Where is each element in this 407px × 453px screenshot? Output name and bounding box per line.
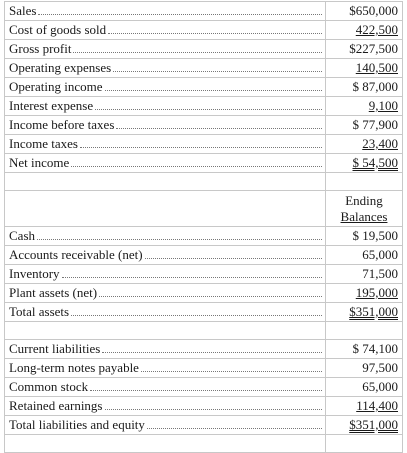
leader-dots xyxy=(62,276,322,278)
row-value-total-liabilities-equity: $351,000 xyxy=(349,417,398,432)
spacer-row xyxy=(5,173,403,191)
row-label-plant-assets: Plant assets (net) xyxy=(9,285,98,300)
leader-dots xyxy=(38,13,322,15)
table-row xyxy=(5,21,403,40)
row-value-operating-income: $ 87,000 xyxy=(326,78,403,97)
row-value-cash: $ 19,500 xyxy=(326,227,403,246)
row-label-current-liabilities: Current liabilities xyxy=(9,341,101,356)
row-value-income-taxes: 23,400 xyxy=(362,136,398,151)
leader-dots xyxy=(71,314,322,316)
row-value-gross-profit: $227,500 xyxy=(326,40,403,59)
leader-dots xyxy=(145,257,322,259)
row-label-retained-earnings: Retained earnings xyxy=(9,398,103,413)
leader-dots xyxy=(99,295,322,297)
row-value-plant-assets: 195,000 xyxy=(355,285,398,300)
leader-dots xyxy=(105,408,323,410)
table-row xyxy=(5,78,403,97)
table-row xyxy=(5,340,403,359)
header-balances: Balances xyxy=(340,209,388,224)
row-label-total-assets: Total assets xyxy=(9,304,70,319)
leader-dots xyxy=(108,32,322,34)
row-value-current-liabilities: $ 74,100 xyxy=(326,340,403,359)
row-value-accounts-receivable: 65,000 xyxy=(326,246,403,265)
leader-dots xyxy=(80,146,322,148)
spacer-row xyxy=(5,435,403,453)
row-value-total-assets: $351,000 xyxy=(349,304,398,319)
leader-dots xyxy=(90,389,322,391)
row-value-common-stock: 65,000 xyxy=(326,378,403,397)
leader-dots xyxy=(73,51,322,53)
row-label-common-stock: Common stock xyxy=(9,379,89,394)
balances-header-row xyxy=(5,191,403,227)
row-label-long-term-notes: Long-term notes payable xyxy=(9,360,139,375)
row-label-accounts-receivable: Accounts receivable (net) xyxy=(9,247,143,262)
table-row xyxy=(5,154,403,173)
table-row xyxy=(5,284,403,303)
row-value-inventory: 71,500 xyxy=(326,265,403,284)
row-value-interest-expense: 9,100 xyxy=(368,98,398,113)
row-value-long-term-notes: 97,500 xyxy=(326,359,403,378)
table-row xyxy=(5,135,403,154)
table-row xyxy=(5,246,403,265)
spacer-row xyxy=(5,322,403,340)
row-label-operating-income: Operating income xyxy=(9,79,103,94)
leader-dots xyxy=(37,238,322,240)
row-label-cash: Cash xyxy=(9,228,35,243)
table-row xyxy=(5,97,403,116)
row-label-operating-expenses: Operating expenses xyxy=(9,60,112,75)
row-label-cost-of-goods-sold: Cost of goods sold xyxy=(9,22,107,37)
leader-dots xyxy=(113,70,322,72)
row-value-net-income: $ 54,500 xyxy=(352,155,398,170)
header-ending: Ending xyxy=(345,193,383,208)
row-value-cost-of-goods-sold: 422,500 xyxy=(355,22,398,37)
financial-table xyxy=(4,1,403,453)
leader-dots xyxy=(141,370,322,372)
table-row xyxy=(5,378,403,397)
leader-dots xyxy=(102,351,322,353)
table-row xyxy=(5,227,403,246)
row-value-retained-earnings: 114,400 xyxy=(356,398,398,413)
leader-dots xyxy=(95,108,322,110)
table-row xyxy=(5,303,403,322)
table-row xyxy=(5,40,403,59)
leader-dots xyxy=(71,165,322,167)
table-row xyxy=(5,416,403,435)
table-row xyxy=(5,397,403,416)
row-value-sales: $650,000 xyxy=(326,2,403,21)
row-label-gross-profit: Gross profit xyxy=(9,41,72,56)
table-row xyxy=(5,59,403,78)
row-label-income-before-taxes: Income before taxes xyxy=(9,117,115,132)
leader-dots xyxy=(105,89,323,91)
leader-dots xyxy=(116,127,322,129)
table-row xyxy=(5,2,403,21)
leader-dots xyxy=(147,427,322,429)
financial-data-sheet xyxy=(4,1,402,453)
row-value-income-before-taxes: $ 77,900 xyxy=(326,116,403,135)
row-value-operating-expenses: 140,500 xyxy=(355,60,398,75)
table-row xyxy=(5,116,403,135)
table-row xyxy=(5,265,403,284)
row-label-total-liabilities-equity: Total liabilities and equity xyxy=(9,417,145,432)
row-label-inventory: Inventory xyxy=(9,266,60,281)
table-row xyxy=(5,359,403,378)
row-label-net-income: Net income xyxy=(9,155,70,170)
row-label-interest-expense: Interest expense xyxy=(9,98,94,113)
row-label-income-taxes: Income taxes xyxy=(9,136,78,151)
row-label-sales: Sales xyxy=(9,3,37,18)
